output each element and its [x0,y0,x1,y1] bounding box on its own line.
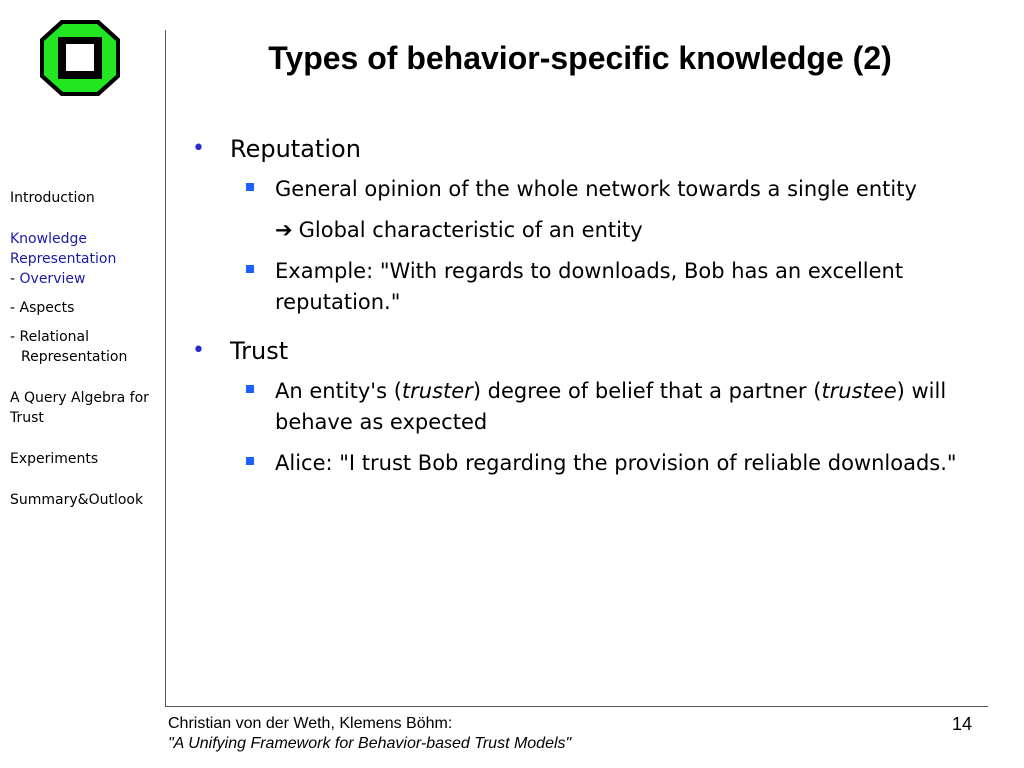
nav-item-query-algebra[interactable]: A Query Algebra for Trust [10,390,149,426]
page-number: 14 [951,714,972,734]
nav-item-experiments[interactable]: Experiments [10,451,99,467]
reputation-heading: Reputation [230,135,361,163]
subbullet-trust-example [190,448,990,479]
slide-content [190,130,990,479]
bullet-dot-icon: • [192,338,205,363]
subbullet-reputation-example [190,256,990,318]
trustee-term: trustee [821,379,897,403]
university-logo-icon [40,20,120,96]
sidebar-nav [10,188,160,510]
subbullet-reputation-definition [190,174,990,205]
horizontal-divider [165,706,988,707]
trust-definition-text [275,379,946,434]
subbullet-trust-definition [190,376,990,438]
bullet-reputation [190,130,990,168]
trust-example-text: Alice: "I trust Bob regarding the provision of reliable downloads." [275,451,957,475]
nav-label-overview: Overview [19,271,86,287]
trust-text-part: ) degree of belief that a partner ( [472,379,822,403]
nav-prefix: - [10,300,20,316]
trust-text-part: An entity's ( [275,379,402,403]
bullet-trust [190,332,990,370]
vertical-divider [165,30,166,706]
nav-item-summary-outlook[interactable]: Summary&Outlook [10,492,144,508]
square-bullet-icon [246,385,254,393]
square-bullet-icon [246,183,254,191]
footer-authors: Christian von der Weth, Klemens Böhm: [168,715,453,732]
square-bullet-icon [246,265,254,273]
right-arrow-icon: ➔ [275,218,293,242]
nav-item-introduction[interactable]: Introduction [10,190,95,206]
slide-title: Types of behavior-specific knowledge (2) [268,40,892,76]
reputation-consequence-text: Global characteristic of an entity [298,218,643,242]
nav-prefix: - [10,329,20,345]
reputation-example-text: Example: "With regards to downloads, Bob has an excellent reputation." [275,259,904,314]
footer-paper-title: "A Unifying Framework for Behavior-based Trust Models" [168,735,572,752]
nav-item-aspects[interactable] [10,298,160,318]
trust-heading: Trust [230,337,289,365]
truster-term: truster [401,379,473,403]
nav-prefix: - [10,271,20,287]
nav-label-aspects: Aspects [19,300,75,316]
bullet-dot-icon: • [192,136,205,161]
footer-citation [168,714,571,754]
nav-item-representation[interactable]: Representation [21,349,128,365]
square-bullet-icon [246,457,254,465]
nav-item-relational[interactable] [10,327,160,347]
reputation-consequence [190,215,990,246]
nav-label-relational: Relational [19,329,89,345]
nav-item-knowledge-representation[interactable]: Knowledge Representation [10,231,117,267]
trust-text-part: ) will behave as expected [275,379,947,434]
reputation-definition-text: General opinion of the whole network towards a single entity [275,177,917,201]
nav-item-overview[interactable] [10,269,160,289]
